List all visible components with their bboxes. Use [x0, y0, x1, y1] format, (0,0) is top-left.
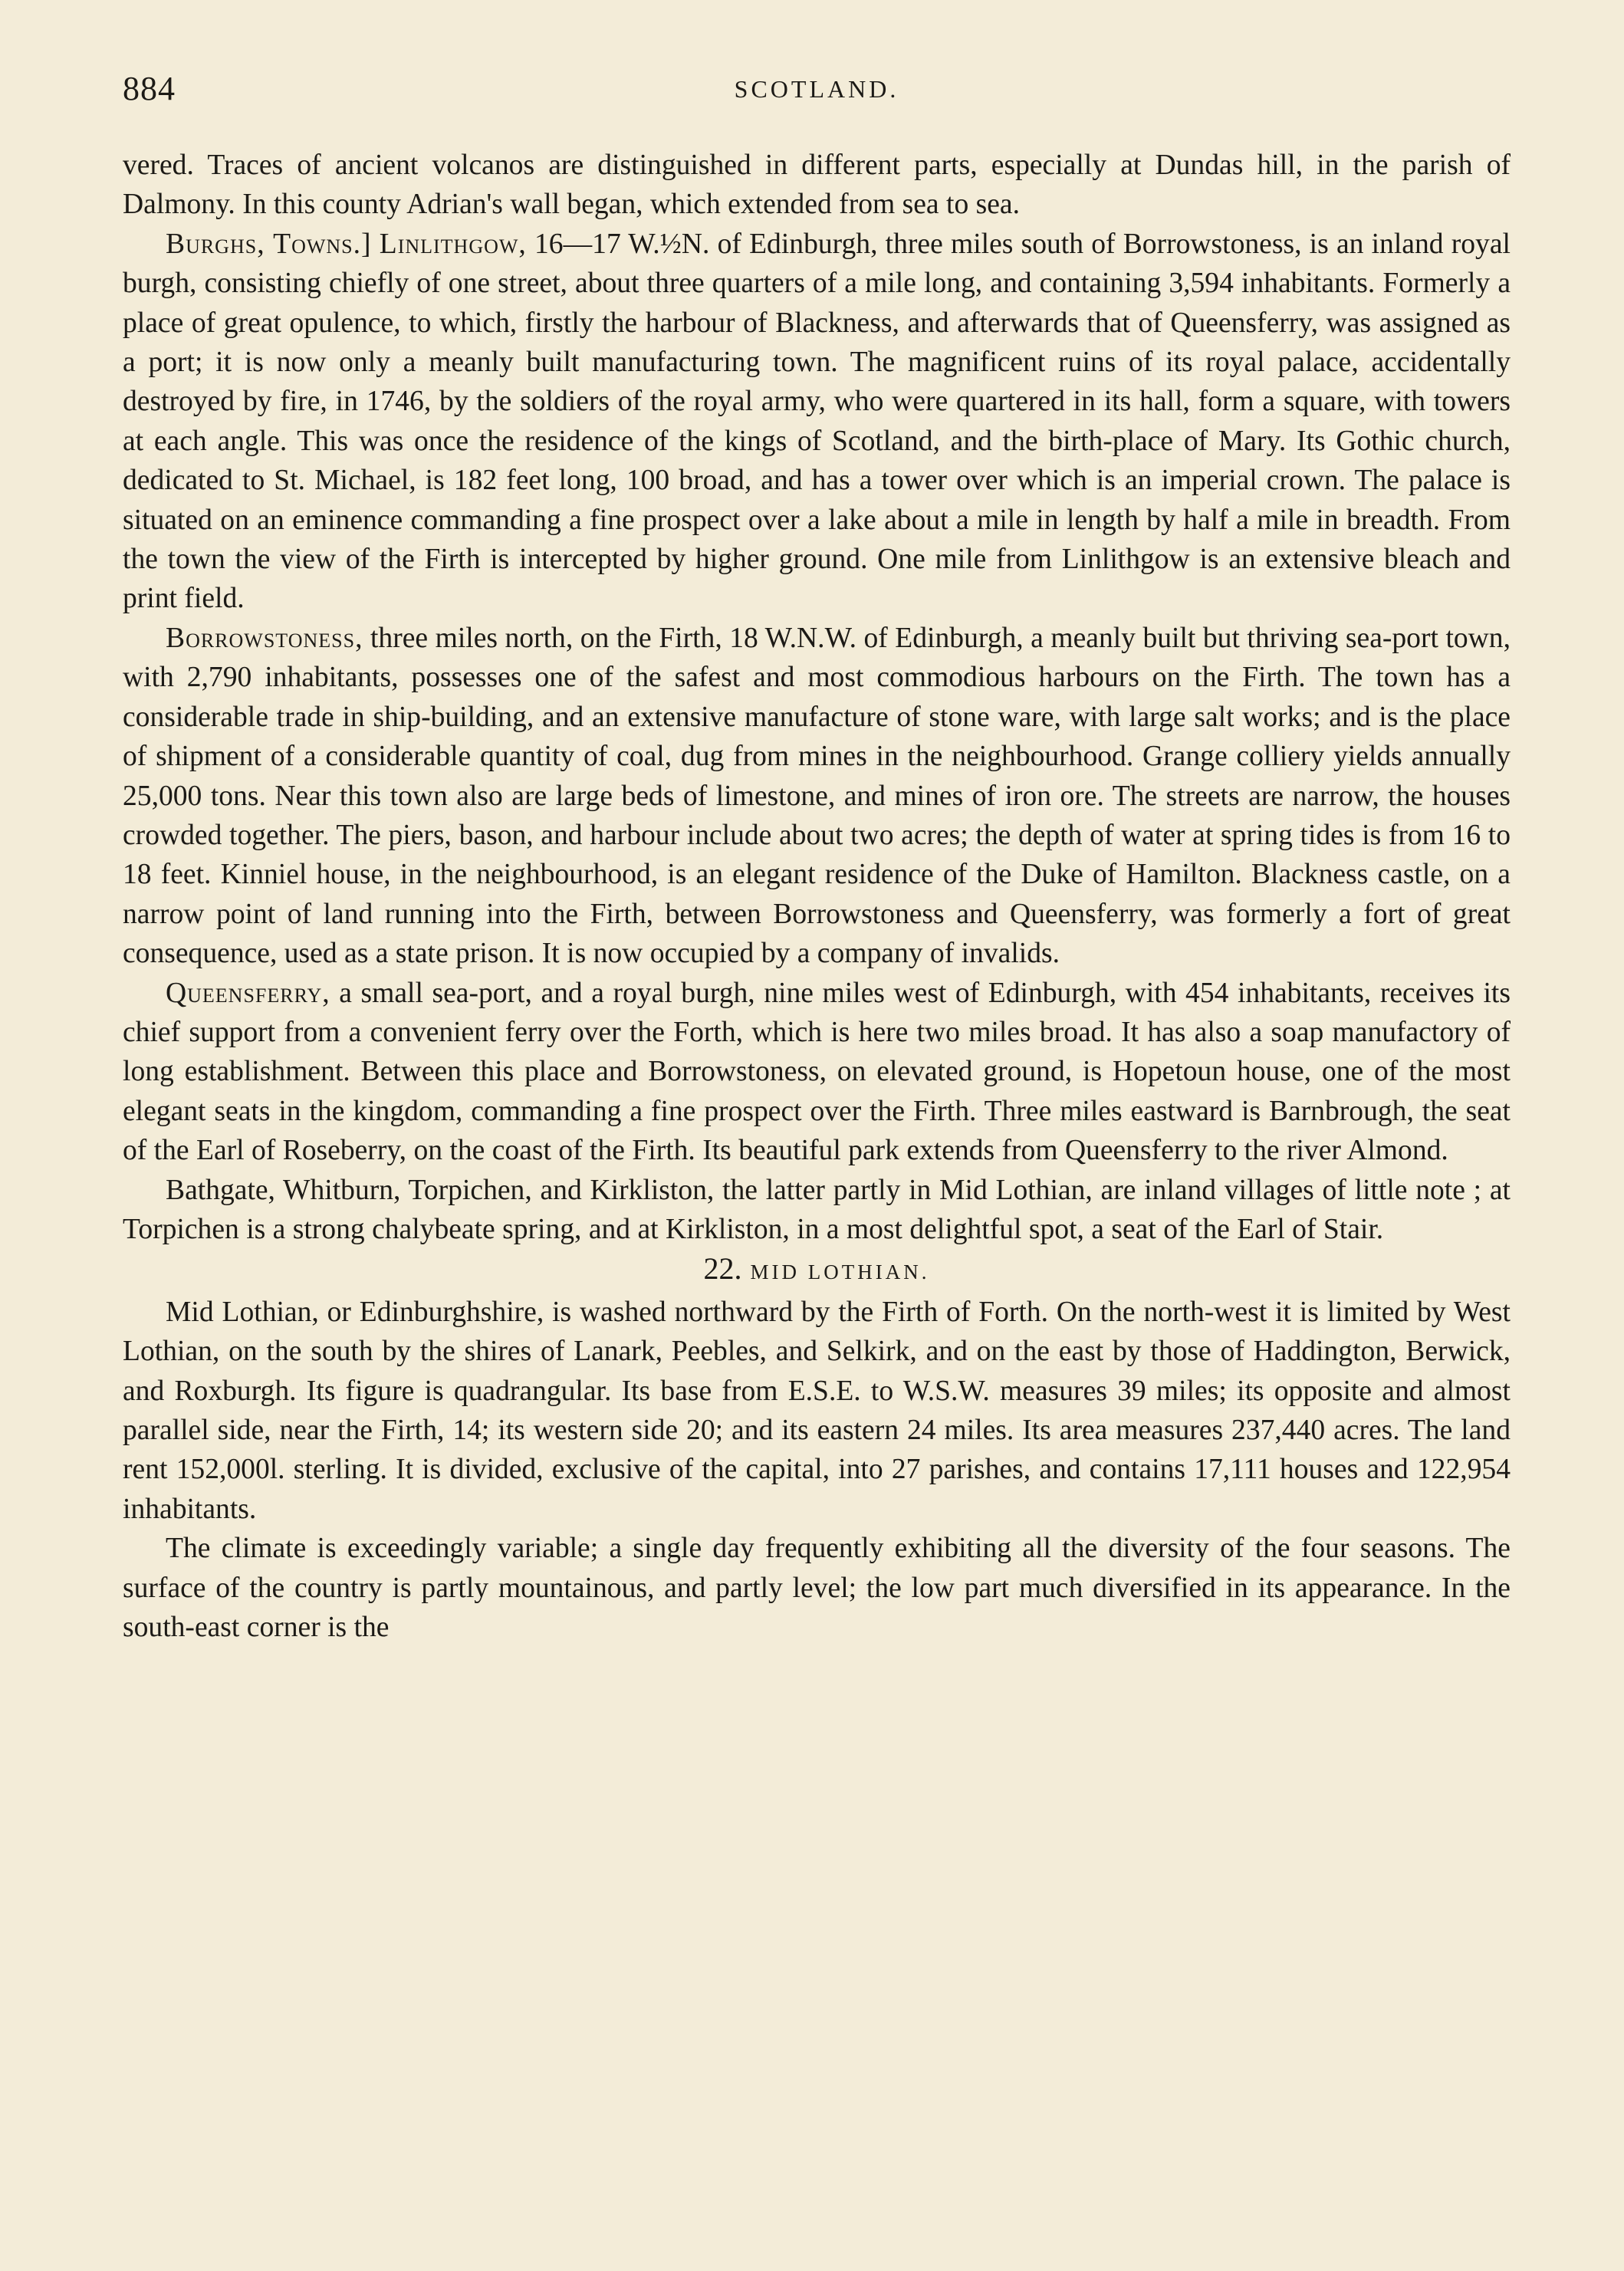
paragraph-volcanos: vered. Traces of ancient volcanos are distinguished in different parts, especially at Dundas hill, in the parish of Dalmony. In this county Adrian's wall began, which extended from sea to sea.	[123, 150, 1511, 221]
paragraph-borrowstoness: Borrowstoness, three miles north, on the Firth, 18 W.N.W. of Edinburgh, a meanly built but thriving sea-port town, with 2,790 inhabitants, possesses one of the safest and most commodious harbours on the Firth. The town has a considerable trade in ship-building, and an extensive manufacture of stone ware, with large salt works; and is the place of shipment of a considerable quantity of coal, dug from mines in the neighbourhood. Grange colliery yields annually 25,000 tons. Near this town also are large beds of limestone, and mines of iron ore. The streets are narrow, the houses crowded together. The piers, bason, and harbour include about two acres; the depth of water at spring tides is from 16 to 18 feet. Kinniel house, in the neighbourhood, is an elegant residence of the Duke of Hamilton. Blackness castle, on a narrow point of land running into the Firth, between Borrowstoness and Queensferry, was formerly a fort of great consequence, used as a state prison. It is now occupied by a company of invalids.	[123, 622, 1511, 970]
paragraph-linlithgow: Burghs, Towns.] Linlithgow, 16—17 W.½N. of Edinburgh, three miles south of Borrowstoness, is an inland royal burgh, consisting chiefly of one street, about three quarters of a mile long, and containing 3,594 inhabitants. Formerly a place of great opulence, to which, firstly the harbour of Blackness, and afterwards that of Queensferry, was assigned as a port; it is now only a meanly built manufacturing town. The magnificent ruins of its royal palace, accidentally destroyed by fire, in 1746, by the soldiers of the royal army, who were quartered in its hall, form a square, with towers at each angle. This was once the residence of the kings of Scotland, and the birth-place of Mary. Its Gothic church, dedicated to St. Michael, is 182 feet long, 100 broad, and has a tower over which is an imperial crown. The palace is situated on an eminence commanding a fine prospect over a lake about a mile in length by half a mile in breadth. From the town the view of the Firth is intercepted by higher ground. One mile from Linlithgow is an extensive bleach and print field.	[123, 228, 1511, 615]
place-name-borrowstoness: Borrowstoness,	[166, 622, 363, 654]
page-body	[123, 146, 1511, 1647]
paragraph-queensferry: Queensferry, a small sea-port, and a royal burgh, nine miles west of Edinburgh, with 454 inhabitants, receives its chief support from a convenient ferry over the Forth, which is here two miles broad. It has also a soap manufactory of long establishment. Between this place and Borrowstoness, on elevated ground, is Hopetoun house, one of the most elegant seats in the kingdom, commanding a fine prospect over the Firth. Three miles eastward is Barnbrough, the seat of the Earl of Roseberry, on the coast of the Firth. Its beautiful park extends from Queensferry to the river Almond.	[123, 977, 1511, 1167]
running-title: SCOTLAND.	[734, 75, 899, 103]
paragraph-mid-lothian-boundaries: Mid Lothian, or Edinburghshire, is washed northward by the Firth of Forth. On the north-west it is limited by West Lothian, on the south by the shires of Lanark, Peebles, and Selkirk, and on the east by those of Haddington, Berwick, and Roxburgh. Its figure is quadrangular. Its base from E.S.E. to W.S.W. measures 39 miles; its opposite and almost parallel side, near the Firth, 14; its western side 20; and its eastern 24 miles. Its area measures 237,440 acres. The land rent 152,000l. sterling. It is divided, exclusive of the capital, into 27 parishes, and contains 17,111 houses and 122,954 inhabitants.	[123, 1296, 1511, 1525]
paragraph-climate: The climate is exceedingly variable; a single day frequently exhibiting all the diversity of the four seasons. The surface of the country is partly mountainous, and partly level; the low part much diversified in its appearance. In the south-east corner is the	[123, 1533, 1511, 1644]
section-lead-burghs: Burghs, Towns.]	[166, 228, 372, 260]
page-header	[123, 69, 1511, 115]
place-name-queensferry: Queensferry,	[166, 977, 330, 1009]
section-name: MID LOTHIAN.	[750, 1260, 930, 1284]
paragraph-villages: Bathgate, Whitburn, Torpichen, and Kirkliston, the latter partly in Mid Lothian, are inland villages of little note ; at Torpichen is a strong chalybeate spring, and at Kirkliston, in a most delightful spot, a seat of the Earl of Stair.	[123, 1174, 1511, 1245]
section-heading	[123, 1249, 1511, 1292]
page-number: 884	[123, 70, 176, 107]
place-name-linlithgow: Linlithgow,	[379, 228, 527, 260]
section-number: 22.	[703, 1251, 742, 1287]
